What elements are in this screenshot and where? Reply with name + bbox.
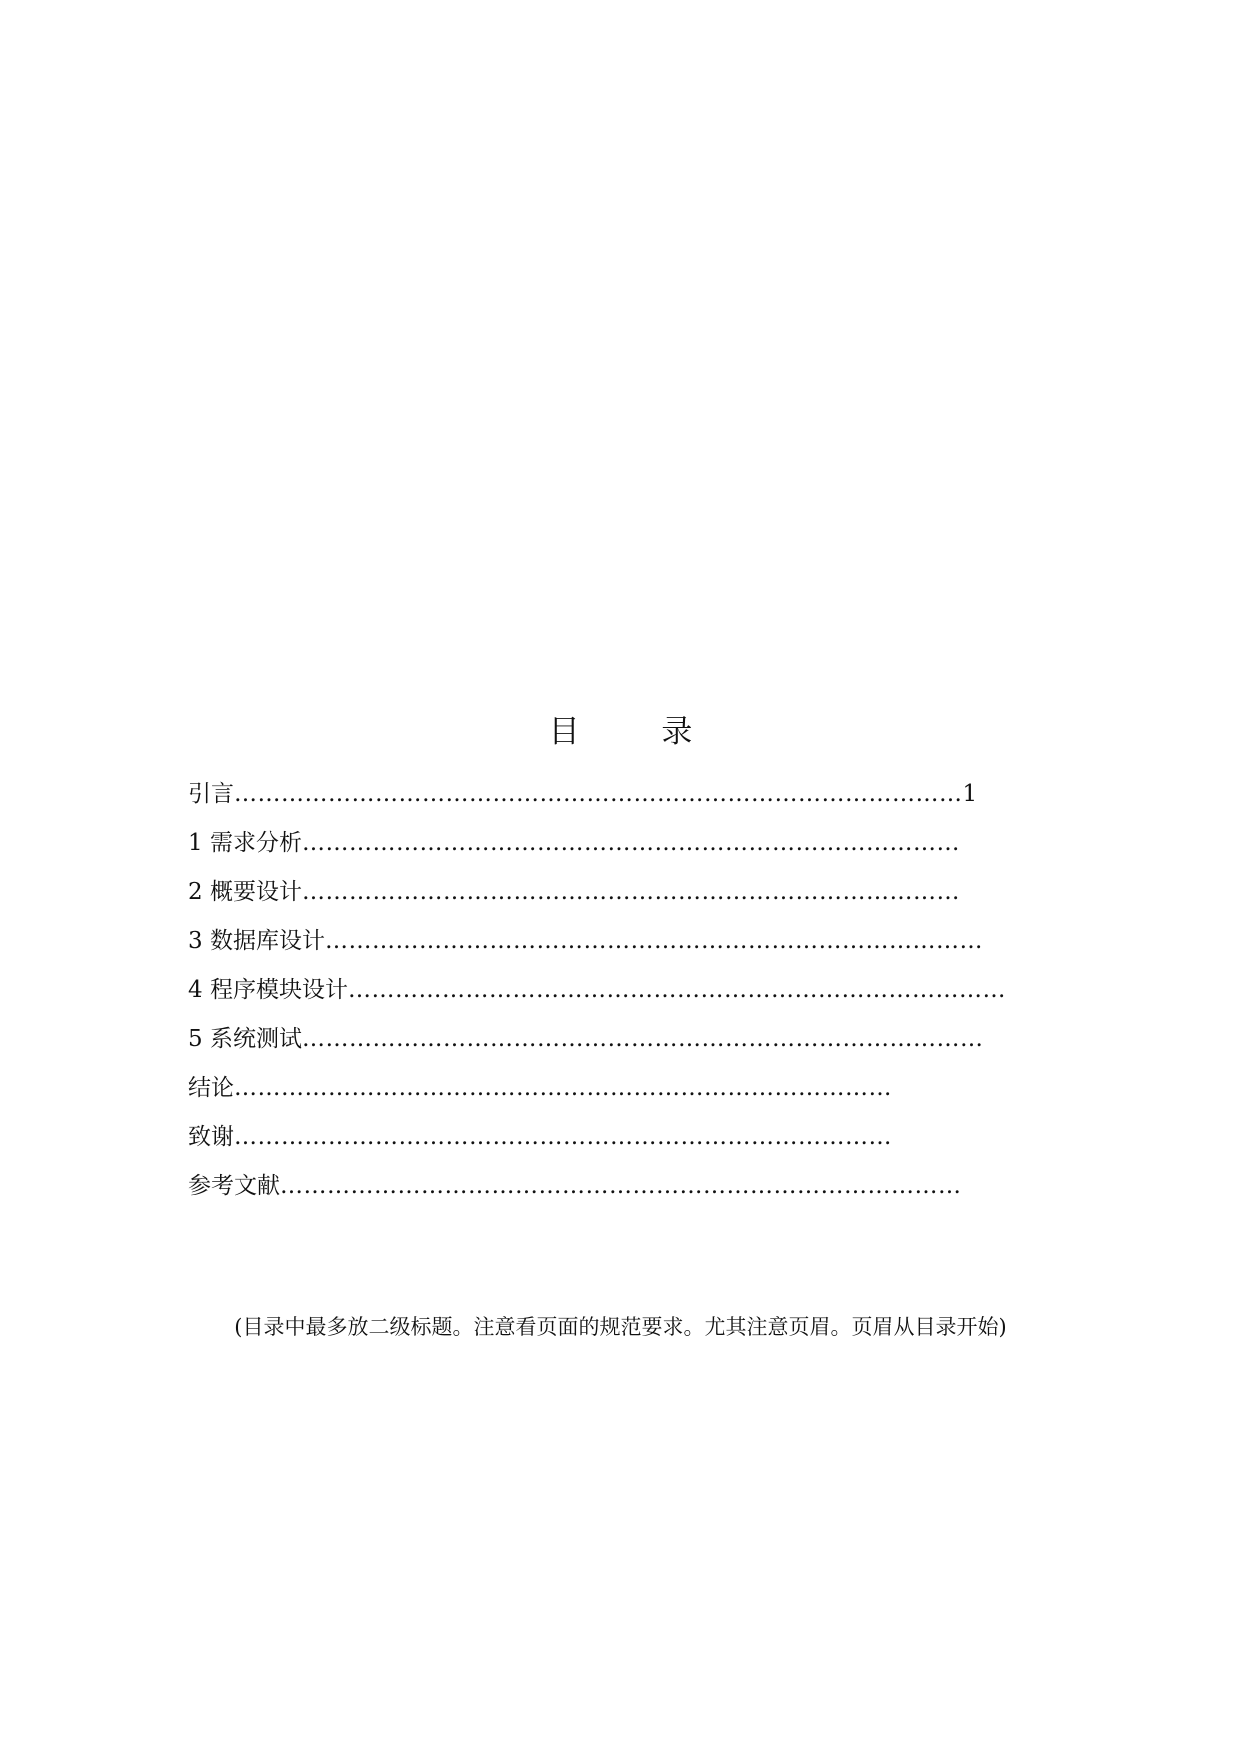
toc-entry-label: 致谢 bbox=[188, 1124, 234, 1150]
toc-leader-dots: ………………………………………………………………………… bbox=[347, 977, 1006, 1003]
toc-leader-dots: ………………………………………………………………………………… bbox=[234, 781, 963, 807]
toc-leader-dots: ………………………………………………………………………… bbox=[301, 830, 960, 856]
toc-entry-acknowledgements[interactable] bbox=[188, 1113, 1088, 1162]
toc-leader-dots: …………………………………………………………………………… bbox=[280, 1173, 962, 1199]
toc-leader-dots: ………………………………………………………………………… bbox=[301, 879, 960, 905]
toc-leader-dots: …………………………………………………………………………… bbox=[301, 1026, 984, 1052]
toc-entry-label: 参考文献 bbox=[188, 1173, 280, 1199]
toc-entry-label: 5 系统测试 bbox=[188, 1026, 302, 1052]
toc-entry-label: 4 程序模块设计 bbox=[188, 977, 348, 1003]
toc-entry-intro[interactable] bbox=[188, 770, 1088, 819]
toc-entry-page-number: 1 bbox=[962, 781, 978, 807]
toc-entry-label: 结论 bbox=[188, 1075, 234, 1101]
toc-entry-label: 1 需求分析 bbox=[188, 830, 302, 856]
toc-entry-conclusion[interactable] bbox=[188, 1064, 1088, 1113]
toc-entry-label: 2 概要设计 bbox=[188, 879, 302, 905]
toc-entry-references[interactable] bbox=[188, 1162, 1088, 1211]
toc-entry-label: 引言 bbox=[188, 781, 234, 807]
toc-entry-outline-design[interactable] bbox=[188, 868, 1088, 917]
toc-entry-database-design[interactable] bbox=[188, 917, 1088, 966]
toc-entry-label: 3 数据库设计 bbox=[188, 928, 325, 954]
toc-title: 目 录 bbox=[548, 714, 729, 750]
toc-leader-dots: ………………………………………………………………………… bbox=[324, 928, 983, 954]
toc-leader-dots: ………………………………………………………………………… bbox=[234, 1124, 892, 1150]
toc-leader-dots: ………………………………………………………………………… bbox=[234, 1075, 892, 1101]
toc-list bbox=[188, 770, 1088, 1211]
toc-entry-module-design[interactable] bbox=[188, 966, 1088, 1015]
toc-instruction-note: (目录中最多放二级标题。注意看页面的规范要求。尤其注意页眉。页眉从目录开始) bbox=[234, 1315, 1007, 1339]
toc-entry-system-testing[interactable] bbox=[188, 1015, 1088, 1064]
toc-entry-requirements-analysis[interactable] bbox=[188, 819, 1088, 868]
